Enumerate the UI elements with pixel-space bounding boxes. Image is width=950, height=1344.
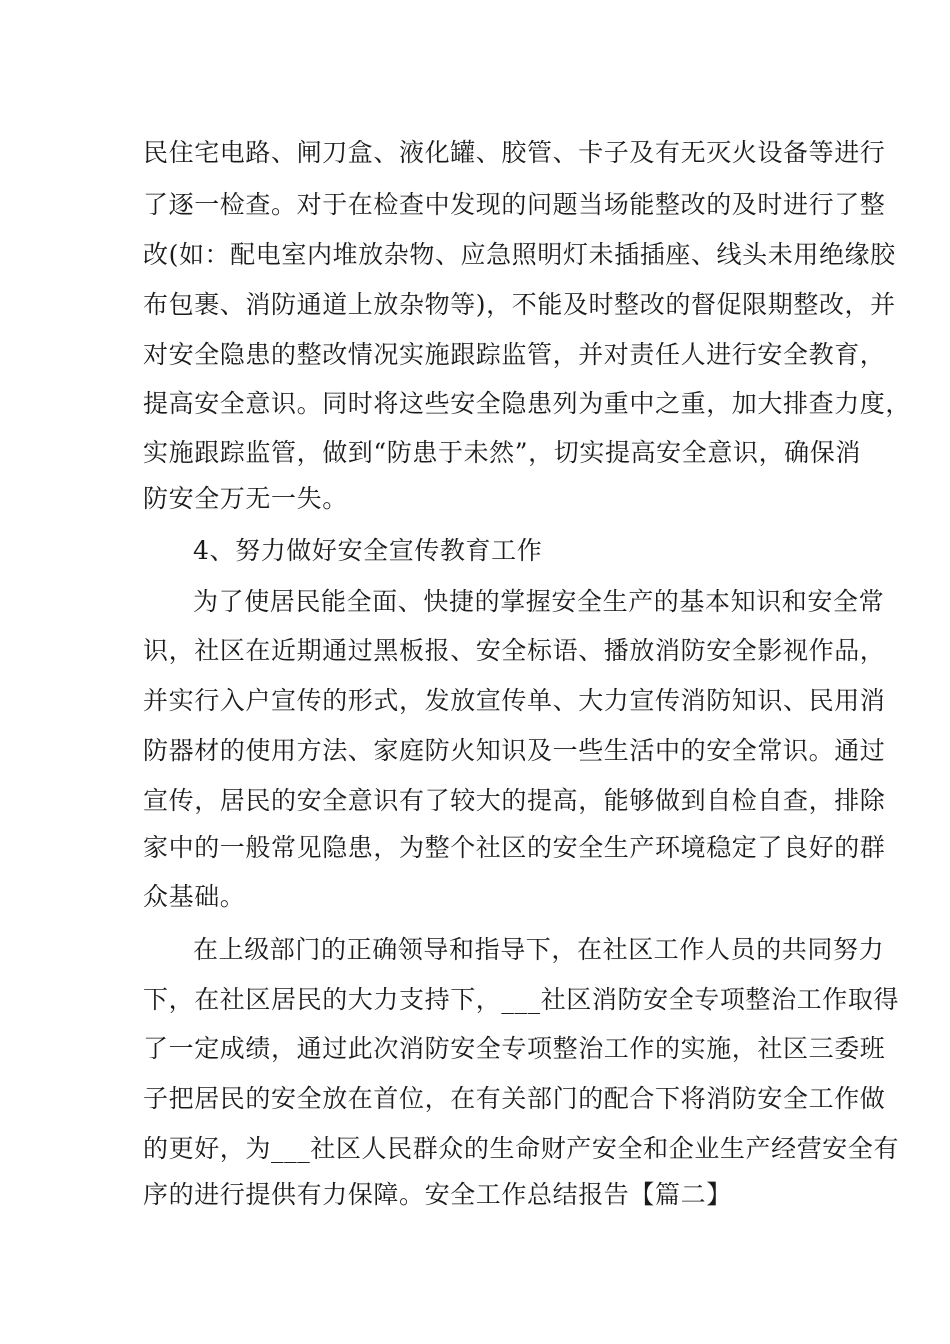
section-heading: 4、努力做好安全宣传教育工作 (193, 536, 543, 565)
text-line: 了逐一检查。对于在检查中发现的问题当场能整改的及时进行了整 (143, 190, 886, 219)
text-line: 并实行入户宣传的形式，发放宣传单、大力宣传消防知识、民用消 (143, 686, 886, 715)
paragraph-first-line: 在上级部门的正确领导和指导下，在社区工作人员的共同努力 (193, 935, 885, 964)
text-line: 布包裹、消防通道上放杂物等)，不能及时整改的督促限期整改，并 (143, 290, 896, 319)
text-line: 家中的一般常见隐患，为整个社区的安全生产环境稳定了良好的群 (143, 833, 886, 862)
paragraph-first-line: 为了使居民能全面、快捷的掌握安全生产的基本知识和安全常 (193, 587, 885, 616)
text-line: 对安全隐患的整改情况实施跟踪监管，并对责任人进行安全教育， (143, 340, 886, 369)
text-line: 识，社区在近期通过黑板报、安全标语、播放消防安全影视作品， (143, 636, 886, 665)
text-line: 了一定成绩，通过此次消防安全专项整治工作的实施，社区三委班 (143, 1034, 886, 1063)
text-line: 改(如：配电室内堆放杂物、应急照明灯未插插座、线头未用绝缘胶 (143, 240, 896, 269)
text-line: 的更好，为___社区人民群众的生命财产安全和企业生产经营安全有 (143, 1134, 900, 1163)
text-line: 实施跟踪监管，做到“防患于未然”，切实提高安全意识，确保消 (143, 438, 861, 467)
text-line: 民住宅电路、闸刀盒、液化罐、胶管、卡子及有无灭火设备等进行 (143, 138, 886, 167)
text-line: 序的进行提供有力保障。安全工作总结报告【篇二】 (143, 1180, 732, 1209)
text-line: 防器材的使用方法、家庭防火知识及一些生活中的安全常识。通过 (143, 736, 886, 765)
text-line: 众基础。 (143, 882, 246, 911)
text-line: 防安全万无一失。 (143, 484, 348, 513)
text-line: 下，在社区居民的大力支持下，___社区消防安全专项整治工作取得 (143, 985, 900, 1014)
text-line: 子把居民的安全放在首位，在有关部门的配合下将消防安全工作做 (143, 1084, 886, 1113)
text-line: 宣传，居民的安全意识有了较大的提高，能够做到自检自查，排除 (143, 786, 886, 815)
text-line: 提高安全意识。同时将这些安全隐患列为重中之重，加大排查力度， (143, 389, 912, 418)
